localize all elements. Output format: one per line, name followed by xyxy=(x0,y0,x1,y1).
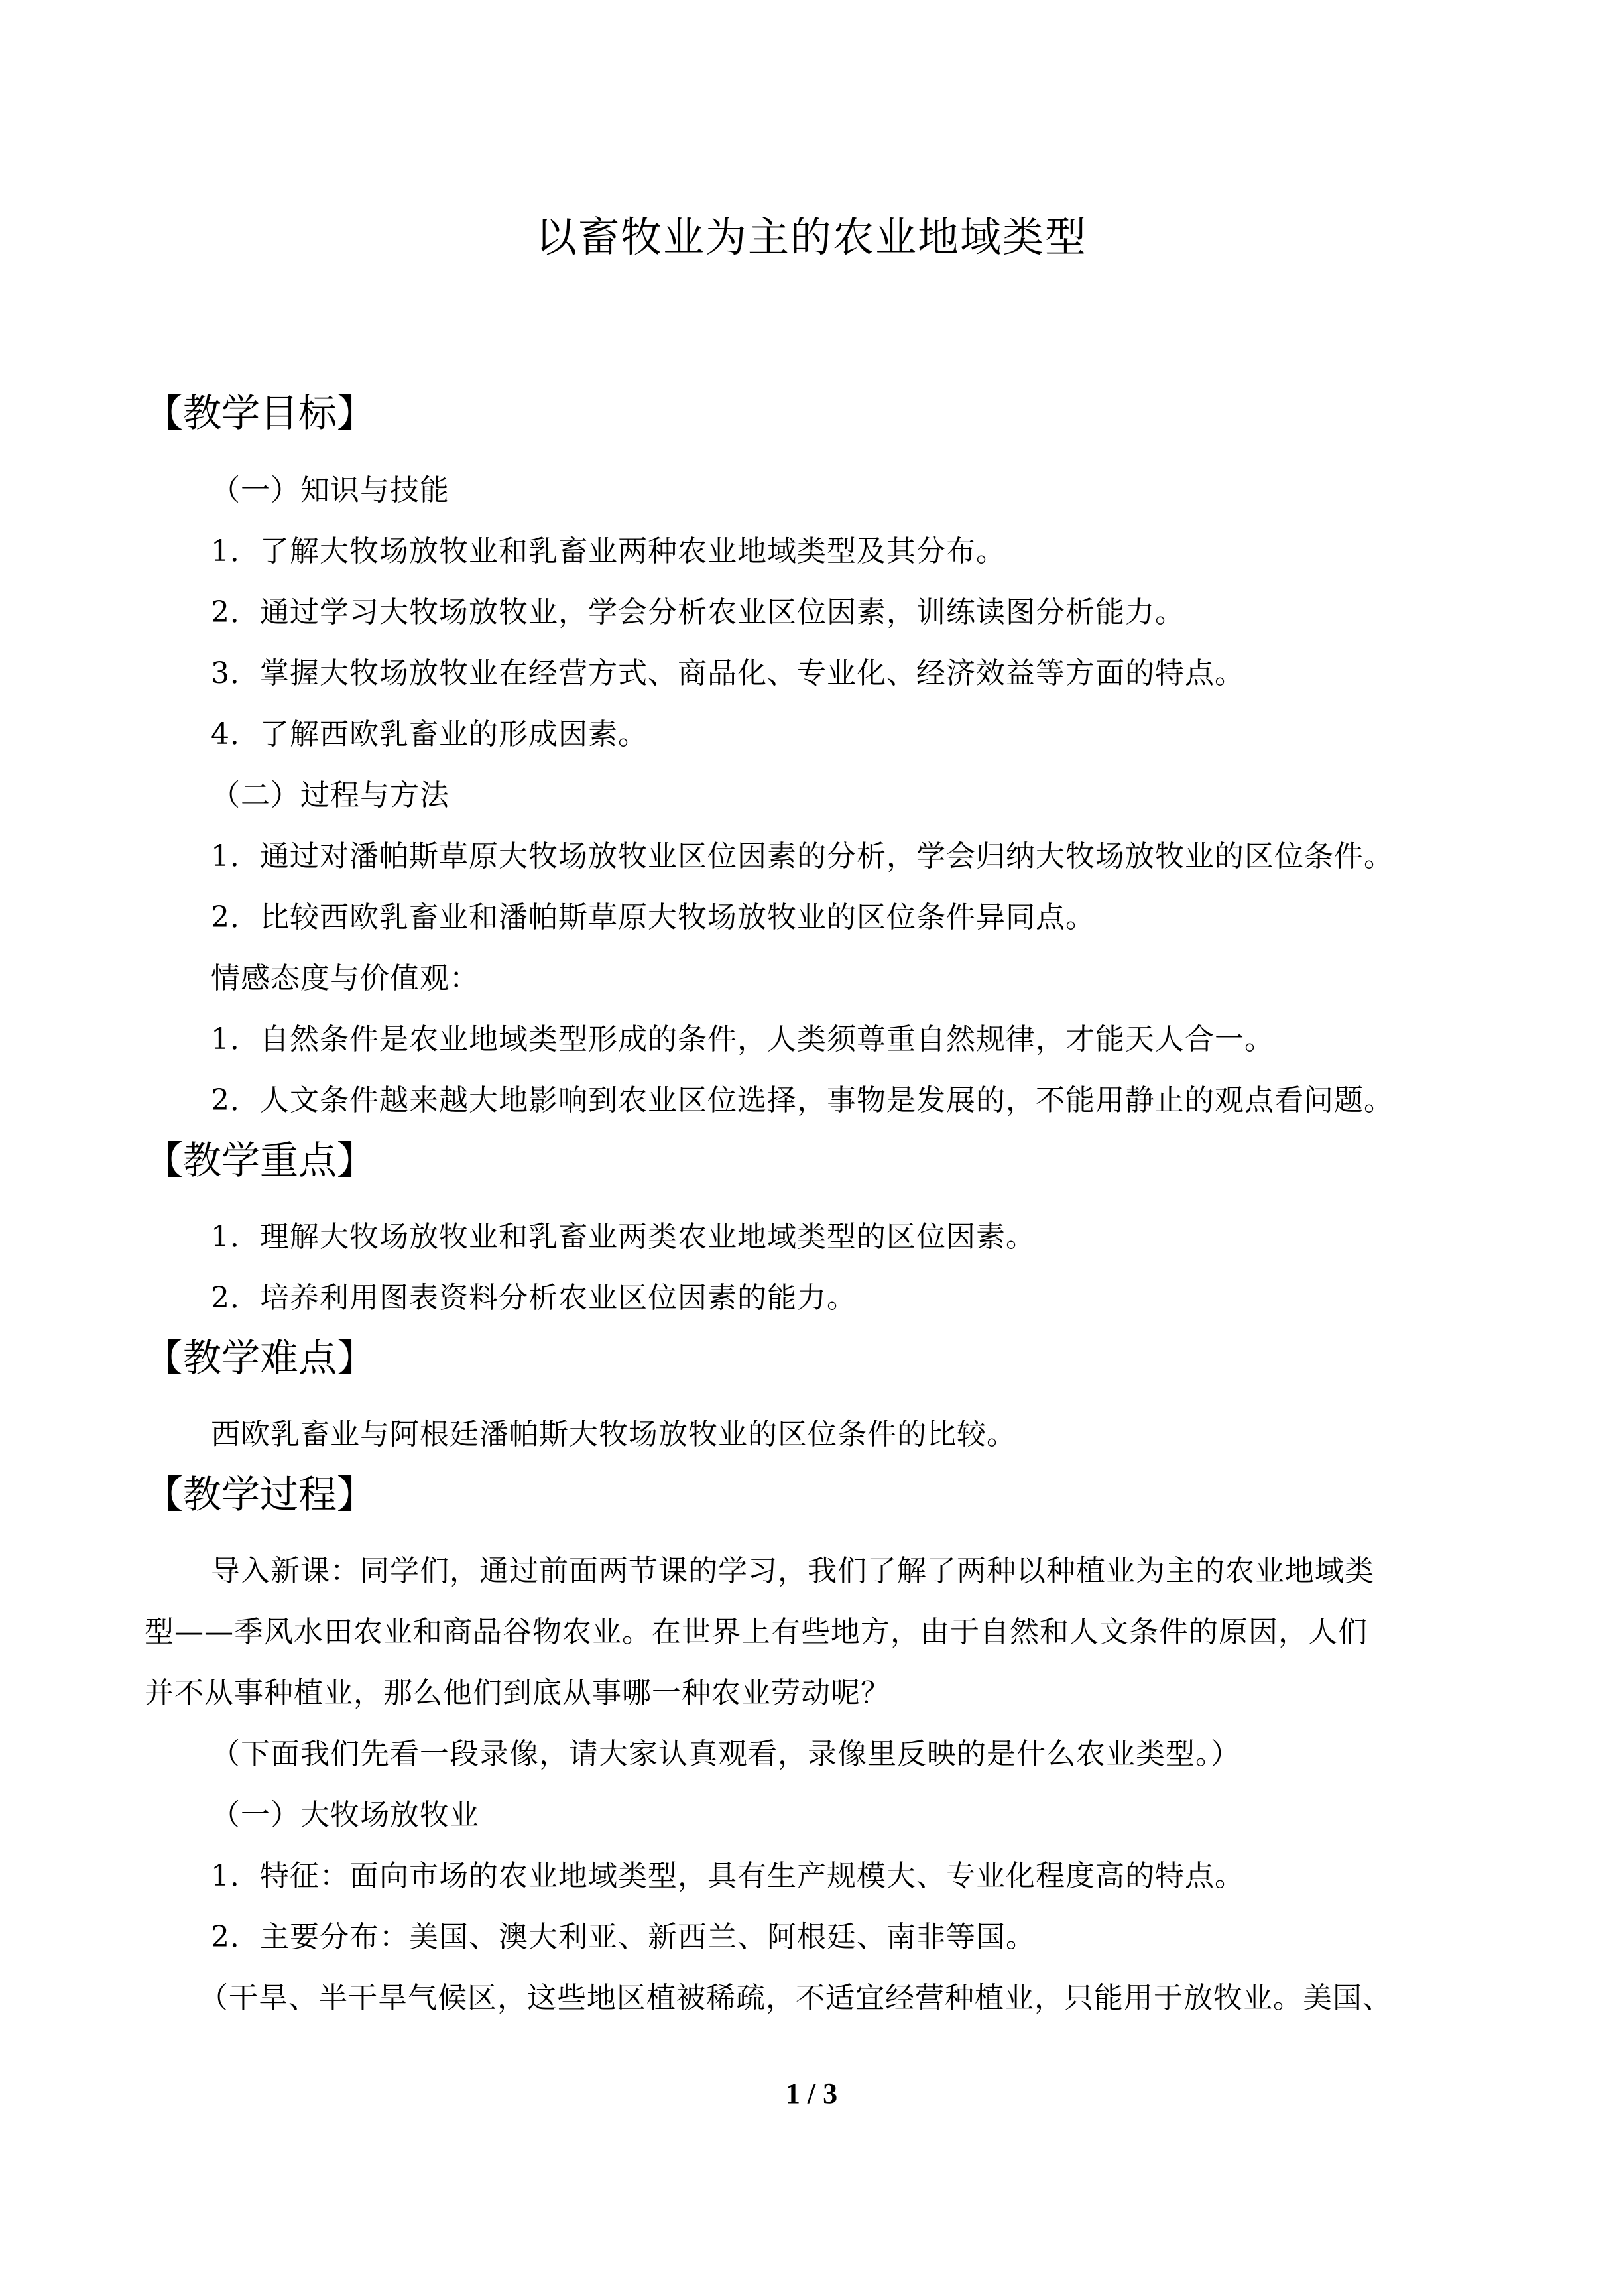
objective-process-2: 2．比较西欧乳畜业和潘帕斯草原大牧场放牧业的区位条件异同点。 xyxy=(211,900,1095,934)
objective-knowledge-1: 1．了解大牧场放牧业和乳畜业两种农业地域类型及其分布。 xyxy=(211,534,1006,568)
process-intro-line-2: 型——季风水田农业和商品谷物农业。在世界上有些地方，由于自然和人文条件的原因，人们 xyxy=(145,1615,1368,1649)
objective-knowledge-2: 2．通过学习大牧场放牧业，学会分析农业区位因素，训练读图分析能力。 xyxy=(211,595,1185,629)
page-title: 以畜牧业为主的农业地域类型 xyxy=(535,213,1087,261)
objective-emotion-1: 1．自然条件是农业地域类型形成的条件，人类须尊重自然规律，才能天人合一。 xyxy=(211,1022,1274,1056)
difficulty-1: 西欧乳畜业与阿根廷潘帕斯大牧场放牧业的区位条件的比较。 xyxy=(211,1418,1016,1451)
ranching-feature-3: （干旱、半干旱气候区，这些地区植被稀疏，不适宜经营种植业，只能用于放牧业。美国、 xyxy=(199,1981,1392,2015)
subheading-process-method: （二）过程与方法 xyxy=(211,778,450,812)
heading-difficulties: 【教学难点】 xyxy=(145,1335,376,1380)
heading-process: 【教学过程】 xyxy=(145,1472,376,1517)
heading-objectives: 【教学目标】 xyxy=(145,391,376,436)
keypoint-2: 2．培养利用图表资料分析农业区位因素的能力。 xyxy=(211,1281,857,1315)
subheading-knowledge-skills: （一）知识与技能 xyxy=(211,473,450,507)
ranching-feature-2: 2．主要分布：美国、澳大利亚、新西兰、阿根廷、南非等国。 xyxy=(211,1920,1036,1954)
keypoint-1: 1．理解大牧场放牧业和乳畜业两类农业地域类型的区位因素。 xyxy=(211,1220,1036,1254)
ranching-feature-1: 1．特征：面向市场的农业地域类型，具有生产规模大、专业化程度高的特点。 xyxy=(211,1859,1244,1893)
process-video-note: （下面我们先看一段录像，请大家认真观看，录像里反映的是什么农业类型。） xyxy=(211,1737,1240,1771)
process-intro-line-1: 导入新课：同学们，通过前面两节课的学习，我们了解了两种以种植业为主的农业地域类 xyxy=(211,1554,1374,1588)
subheading-emotion-values: 情感态度与价值观： xyxy=(211,961,479,995)
page-number: 1 / 3 xyxy=(785,2077,838,2110)
objective-process-1: 1．通过对潘帕斯草原大牧场放牧业区位因素的分析，学会归纳大牧场放牧业的区位条件。 xyxy=(211,839,1394,873)
subheading-ranching: （一）大牧场放牧业 xyxy=(211,1798,479,1832)
heading-keypoints: 【教学重点】 xyxy=(145,1138,376,1183)
process-intro-line-3: 并不从事种植业，那么他们到底从事哪一种农业劳动呢？ xyxy=(145,1676,890,1710)
objective-knowledge-4: 4．了解西欧乳畜业的形成因素。 xyxy=(211,717,648,751)
objective-emotion-2: 2．人文条件越来越大地影响到农业区位选择，事物是发展的，不能用静止的观点看问题。 xyxy=(211,1083,1394,1117)
objective-knowledge-3: 3．掌握大牧场放牧业在经营方式、商品化、专业化、经济效益等方面的特点。 xyxy=(211,656,1244,690)
